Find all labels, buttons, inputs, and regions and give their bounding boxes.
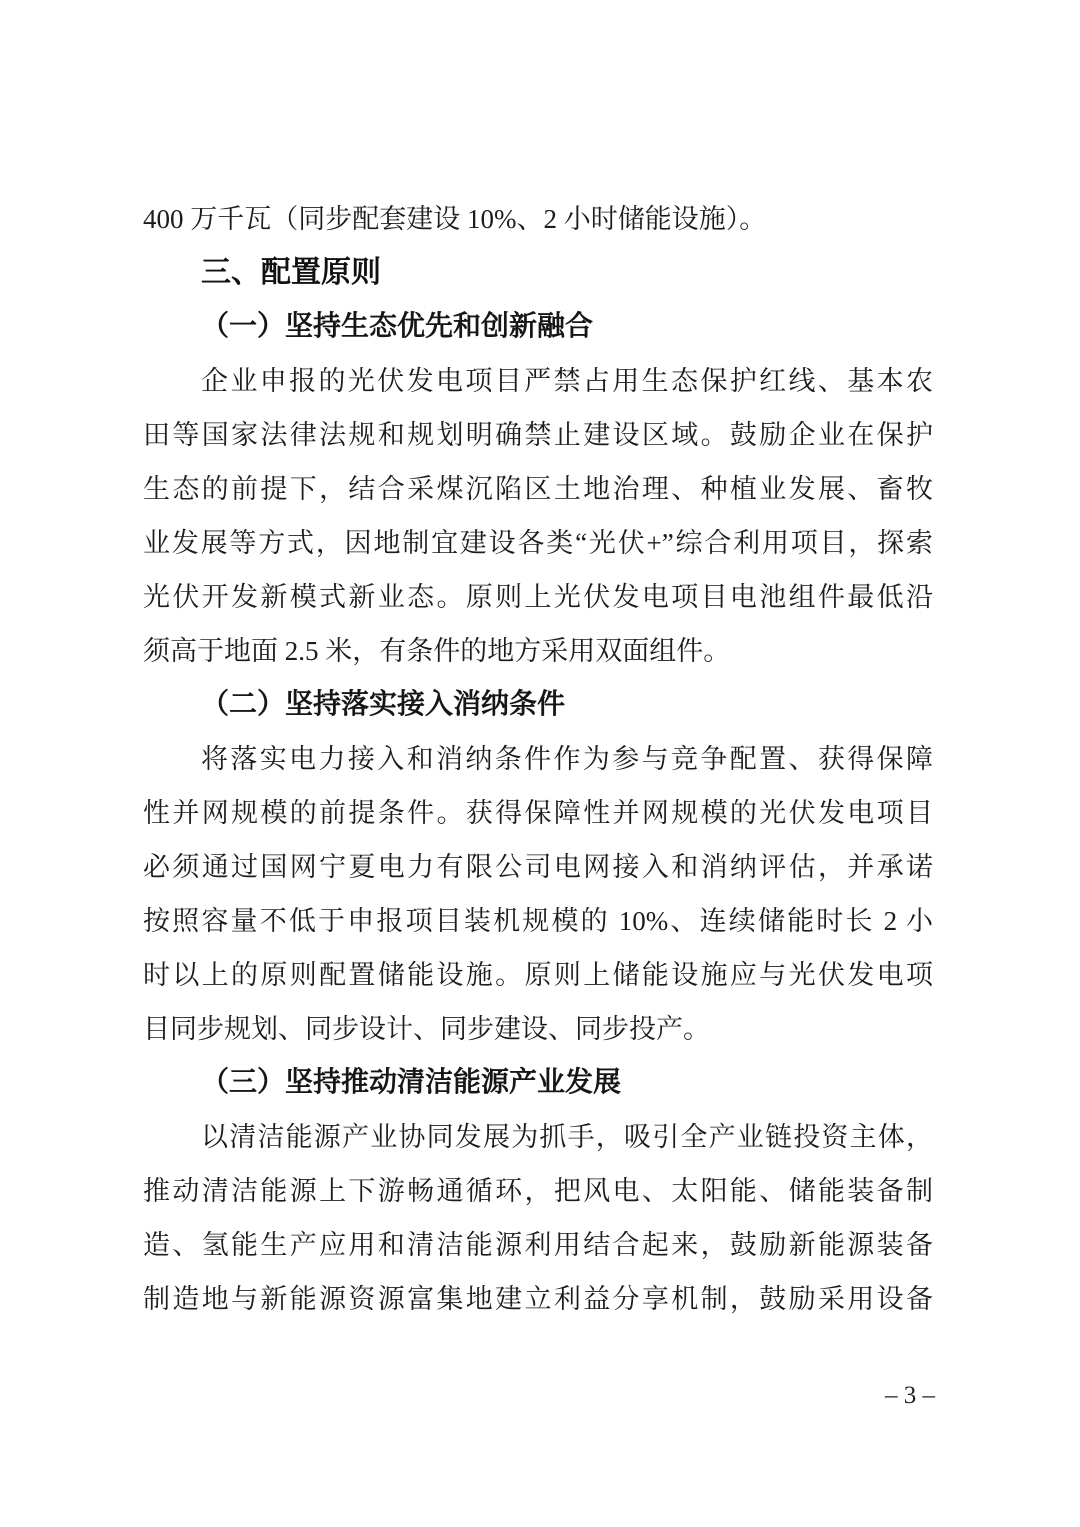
body-line: 光伏开发新模式新业态。原则上光伏发电项目电池组件最低沿: [143, 582, 933, 612]
subsection-heading: （二）坚持落实接入消纳条件: [201, 689, 566, 720]
document-body: [143, 192, 933, 1326]
body-line: 400 万千瓦（同步配套建设 10%、2 小时储能设施）。: [143, 204, 767, 234]
subsection-heading: （三）坚持推动清洁能源产业发展: [201, 1067, 622, 1098]
body-line: 田等国家法律法规和规划明确禁止建设区域。鼓励企业在保护: [143, 420, 933, 450]
body-line: 以清洁能源产业协同发展为抓手，吸引全产业链投资主体，: [201, 1122, 933, 1152]
body-line: 按照容量不低于申报项目装机规模的 10%、连续储能时长 2 小: [143, 906, 933, 936]
body-line: 性并网规模的前提条件。获得保障性并网规模的光伏发电项目: [143, 798, 933, 828]
body-line: 生态的前提下，结合采煤沉陷区土地治理、种植业发展、畜牧: [143, 474, 933, 504]
body-line: 业发展等方式，因地制宜建设各类“光伏+”综合利用项目，探索: [143, 528, 933, 558]
body-line: 企业申报的光伏发电项目严禁占用生态保护红线、基本农: [201, 366, 933, 396]
body-line: 制造地与新能源资源富集地建立利益分享机制，鼓励采用设备: [143, 1284, 933, 1314]
page-number: – 3 –: [885, 1382, 935, 1409]
body-line: 目同步规划、同步设计、同步建设、同步投产。: [143, 1014, 710, 1044]
body-line: 时以上的原则配置储能设施。原则上储能设施应与光伏发电项: [143, 960, 933, 990]
subsection-heading: （一）坚持生态优先和创新融合: [201, 311, 594, 342]
body-line: 必须通过国网宁夏电力有限公司电网接入和消纳评估，并承诺: [143, 852, 933, 882]
body-line: 将落实电力接入和消纳条件作为参与竞争配置、获得保障: [201, 744, 933, 774]
body-line: 造、氢能生产应用和清洁能源利用结合起来，鼓励新能源装备: [143, 1230, 933, 1260]
body-line: 推动清洁能源上下游畅通循环，把风电、太阳能、储能装备制: [143, 1176, 933, 1206]
section-heading: 三、配置原则: [201, 256, 381, 289]
body-line: 须高于地面 2.5 米，有条件的地方采用双面组件。: [143, 636, 731, 666]
